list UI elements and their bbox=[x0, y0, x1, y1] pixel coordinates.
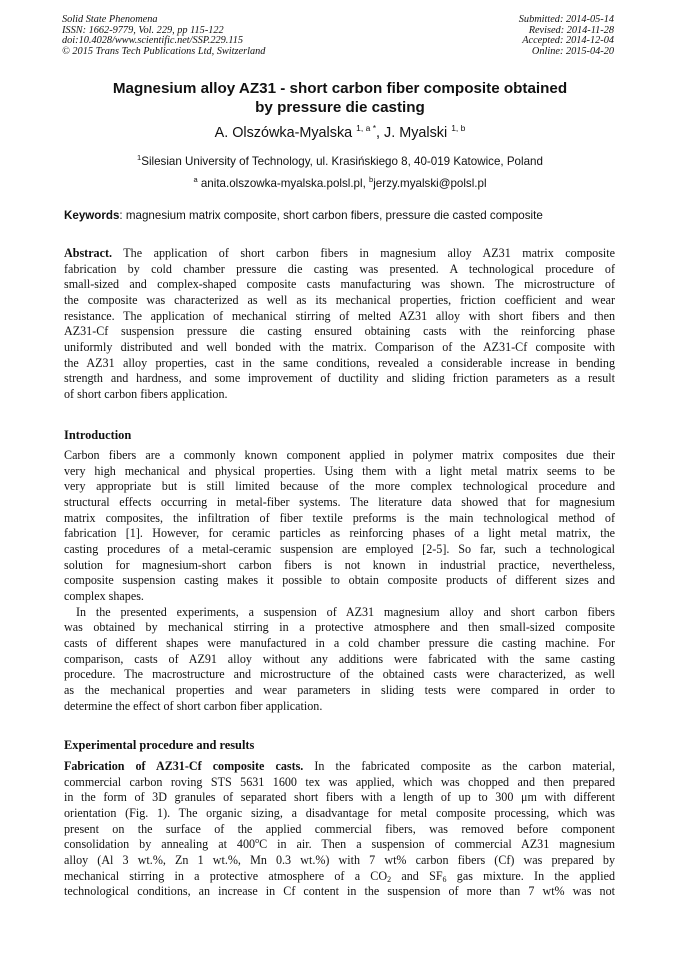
title-line-1: Magnesium alloy AZ31 - short carbon fiber composite obtained bbox=[112, 80, 568, 97]
abstract-line: Abstract. The application of short carbon fibers in magnesium alloy AZ31 matrix composite bbox=[64, 246, 615, 260]
intro-line: matrix composites, the infiltration of fiber textile preforms is the main technological method of bbox=[64, 510, 615, 525]
keywords-label: Keywords bbox=[64, 209, 120, 222]
email-mark-b: b bbox=[369, 175, 374, 184]
subscript-2: 2 bbox=[387, 874, 392, 884]
author-separator: , bbox=[376, 125, 385, 141]
intro-line: as the mechanical properties and wear parameters in sliding tests were compared in order to bbox=[64, 682, 615, 697]
author-1: A. Olszówka-Myalska bbox=[214, 125, 353, 141]
header-right bbox=[519, 15, 614, 57]
abstract-line: the composite was characterized as well as its mechanical properties, friction coefficient and wear bbox=[64, 292, 615, 307]
intro-line: comparison, casts of AZ91 alloy without any additions were fabricated with the same casting bbox=[64, 651, 615, 666]
exp-line: consolidation by annealing at 400$^o$C in air. Then a suspension of commercial AZ31 magnesium bbox=[64, 836, 615, 852]
email-a: anita.olszowka-myalska.polsl.pl, bbox=[200, 177, 370, 190]
affiliation-text: Silesian University of Technology, ul. Krasińskiego 8, 40-019 Katowice, Poland bbox=[141, 155, 543, 168]
abstract-line: of short carbon fibers application. bbox=[64, 386, 228, 401]
author-list bbox=[60, 125, 620, 141]
intro-line: was obtained by mechanical stirring in a protective atmosphere and then small-sized composite bbox=[64, 620, 615, 635]
revised-date: Revised: 2014-11-28 bbox=[528, 24, 614, 36]
abstract-line: uniformly distributed and well bonded with the matrix. Comparison of the AZ31-Cf composite with bbox=[64, 339, 615, 354]
paper-title bbox=[60, 79, 620, 117]
accepted-date: Accepted: 2014-12-04 bbox=[522, 35, 614, 47]
intro-line: composite suspension casting makes it possible to obtain composite products of different sizes and bbox=[64, 573, 615, 588]
abstract-label: Abstract. bbox=[64, 246, 113, 260]
intro-line: fabrication [1]. However, for ceramic particles as reinforcing phases of a light metal matrix, the bbox=[64, 526, 615, 541]
exp-line: present on the surface of the applied commercial fibers, was removed before component bbox=[64, 821, 615, 836]
author-2-affil: 1, b bbox=[451, 123, 466, 133]
intro-line: determine the effect of short carbon fiber application. bbox=[64, 698, 323, 713]
abstract-line: the AZ31 alloy properties, cast in the same conditions, revealed a considerable increase in bending bbox=[64, 355, 615, 370]
experimental-heading: Experimental procedure and results bbox=[64, 738, 255, 752]
author-2: J. Myalski bbox=[384, 125, 448, 141]
intro-line: very high mechanical and physical properties. Using them with a light metal matrix seems to be bbox=[64, 463, 615, 478]
header-left bbox=[62, 15, 265, 57]
exp-line: technological conditions, an increase in Cf content in the suspension of more than 7 wt% was not bbox=[64, 884, 615, 899]
abstract-line: strength and hardness, and some improvement of ductility and sliding friction parameters as a result bbox=[64, 371, 615, 386]
copyright-line: © 2015 Trans Tech Publications Ltd, Switzerland bbox=[62, 45, 266, 57]
abstract-line: resistance. The application of mechanical stirring of melted AZ31 alloy with short fibers and then bbox=[64, 308, 615, 323]
affiliation bbox=[60, 155, 620, 168]
keywords-text: : magnesium matrix composite, short carbon fibers, pressure die casted composite bbox=[119, 209, 543, 222]
intro-line: casting procedures of a metal-ceramic suspension are employed [2-5]. So far, such a technological bbox=[64, 541, 615, 556]
email-mark-a: a bbox=[193, 175, 198, 184]
author-1-affil: 1, a * bbox=[356, 123, 377, 133]
exp-line: orientation (Fig. 1). The organic sizing, a disadvantage for metal composite processing, which was bbox=[64, 805, 615, 820]
intro-line: structural effects occurring in metal-fiber systems. The literature data showed that for magnesium bbox=[64, 494, 615, 509]
exp-line: Fabrication of AZ31-Cf composite casts. In the fabricated composite as the carbon material, bbox=[64, 759, 615, 773]
intro-line: solution for magnesium-short carbon fibers is not known in industrial practice, nevertheless, bbox=[64, 557, 615, 572]
issn-line: ISSN: 1662-9779, Vol. 229, pp 115-122 bbox=[62, 24, 224, 36]
intro-line: In the presented experiments, a suspension of AZ31 magnesium alloy and short carbon fibers bbox=[76, 604, 615, 619]
exp-line: alloy (Al 3 wt.%, Zn 1 wt.%, Mn 0.3 wt.%) with 7 wt% carbon fibers (Cf) was prepared by bbox=[64, 852, 615, 867]
abstract bbox=[64, 246, 615, 403]
introduction-heading: Introduction bbox=[64, 428, 132, 442]
intro-line: very appropriate but is still limited because of the more complex technological procedure and bbox=[64, 479, 615, 494]
journal-name: Solid State Phenomena bbox=[62, 14, 158, 25]
degree-mark: o bbox=[255, 836, 260, 846]
doi-line: doi:10.4028/www.scientific.net/SSP.229.115 bbox=[62, 35, 244, 47]
exp-line: in the form of 3D granules of separated short fibers with a length of up to 300 μm with different bbox=[64, 790, 615, 805]
experimental-body bbox=[64, 759, 615, 900]
exp-line: commercial carbon roving STS 5631 1600 tex was applied, which was chopped and then prepared bbox=[64, 774, 615, 789]
title-line-2: by pressure die casting bbox=[255, 99, 425, 116]
abstract-line: fabrication by cold chamber pressure die casting was presented. A technological procedure of bbox=[64, 261, 615, 276]
intro-line: procedure. The macrostructure and microstructure of the obtained casts were characterized, as well bbox=[64, 667, 615, 682]
email-b: jerzy.myalski@polsl.pl bbox=[373, 177, 487, 190]
abstract-line: small-sized and complex-shaped composite casts manufacturing was shown. The microstructure of bbox=[64, 277, 615, 292]
email-line bbox=[60, 177, 620, 190]
runin-heading: Fabrication of AZ31-Cf composite casts. bbox=[64, 759, 304, 773]
subscript-6: 6 bbox=[442, 874, 447, 884]
intro-line: Carbon fibers are a commonly known component applied in polymer matrix composites due their bbox=[64, 448, 615, 462]
intro-line: complex shapes. bbox=[64, 588, 144, 603]
affiliation-mark: 1 bbox=[137, 153, 142, 162]
submitted-date: Submitted: 2014-05-14 bbox=[518, 14, 614, 25]
abstract-line: AZ31-Cf suspension pressure die casting ensured obtaining casts with the reinforcing phase bbox=[64, 324, 615, 339]
exp-line: mechanical stirring in a protective atmosphere of a $CO_2$ and $SF_6$ gas mixture. In the applied bbox=[64, 868, 616, 884]
introduction-body bbox=[64, 448, 615, 714]
intro-line: casts of different shapes were manufactured in a cold chamber pressure die casting machine. For bbox=[64, 635, 615, 650]
online-date: Online: 2015-04-20 bbox=[531, 45, 614, 57]
keywords bbox=[64, 209, 624, 222]
